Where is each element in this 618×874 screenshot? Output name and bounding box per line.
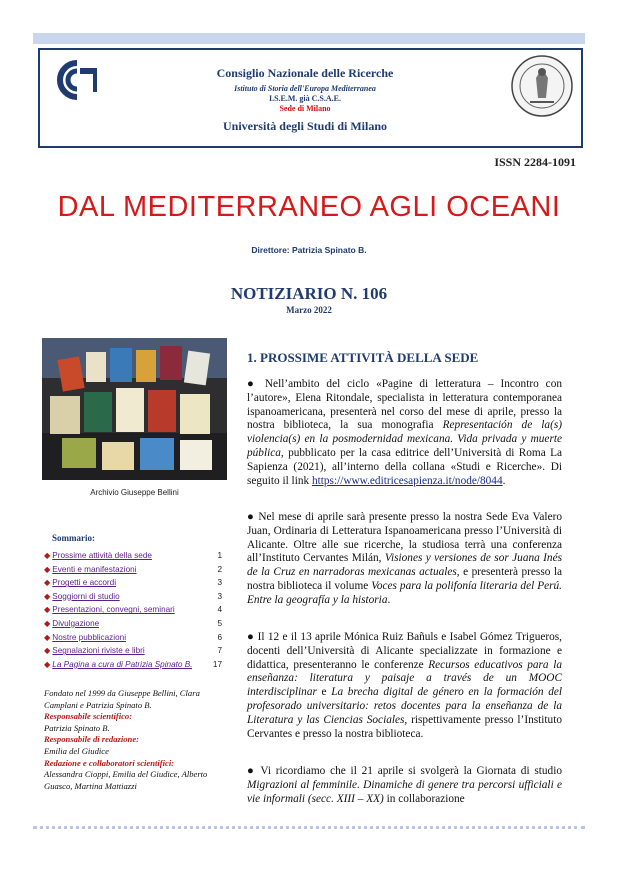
cnr-logo-icon: [50, 60, 104, 100]
toc-item-page: 1: [217, 551, 222, 560]
toc-item-label[interactable]: La Pagina a cura di Patrizia Spinato B.: [52, 659, 193, 669]
header-institute: Istituto di Storia dell'Europa Mediterranea: [234, 84, 376, 93]
bullet-icon: ◆: [44, 591, 51, 601]
credits-block: [44, 688, 224, 792]
university-seal-icon: [510, 54, 574, 118]
issue-date: Marzo 2022: [286, 305, 332, 315]
toc-item-label[interactable]: Soggiorni di studio: [52, 591, 120, 601]
toc-item[interactable]: [44, 563, 222, 577]
bullet-icon: ◆: [44, 564, 51, 574]
section-heading: 1. PROSSIME ATTIVITÀ DELLA SEDE: [247, 350, 479, 365]
toc-item[interactable]: [44, 576, 222, 590]
toc-item-label[interactable]: Nostre pubblicazioni: [52, 632, 127, 642]
toc-item-label[interactable]: Progetti e accordi: [52, 578, 117, 588]
newsletter-title: DAL MEDITERRANEO AGLI OCEANI: [57, 191, 561, 223]
collab-names: Alessandra Cioppi, Emilia del Giudice, Alberto Guasco, Martina Mattiazzi: [44, 769, 208, 791]
toc-item[interactable]: [44, 603, 222, 617]
collab-label: Redazione e collaboratori scientifici:: [44, 757, 175, 768]
bullet-icon: ◆: [44, 618, 51, 628]
bullet-icon: ◆: [44, 605, 51, 615]
toc-item-label[interactable]: Segnalazioni riviste e libri: [52, 646, 145, 656]
header-seat: Sede di Milano: [279, 104, 331, 113]
bullet-icon: ◆: [44, 632, 51, 642]
toc-item[interactable]: [44, 590, 222, 604]
toc-item[interactable]: [44, 644, 222, 658]
paragraph-valero: ● Nel mese di aprile sarà presente presso la nostra Sede Eva Valero Juan, Ordinaria di Letteratura Ispanoamericana presso l’Università di Alicante. Oltre alle sue ricerche, la studiosa terrà una conferenza all’Instituto Cervantes Milán, Visiones y versiones de sor Juana Inés de la Cruz en narradoras mexicanas actuales, e presenterà presso la nostra biblioteca il volume Voces para la polifonía literaria del Perú. Entre la geografía y la historia.: [247, 511, 562, 606]
toc-item-page: 3: [217, 578, 222, 588]
top-band: [33, 33, 585, 44]
toc-item-page: 2: [217, 564, 222, 574]
toc-item-page: 5: [217, 618, 222, 628]
founded-text: Fondato nel 1999 da Giuseppe Bellini, Clara Camplani e Patrizia Spinato B.: [44, 688, 200, 710]
toc-item-label[interactable]: Eventi e manifestazioni: [52, 564, 137, 574]
toc-item[interactable]: [44, 617, 222, 631]
sci-label: Responsabile scientifico:: [44, 711, 133, 722]
toc-item-label[interactable]: Divulgazione: [52, 618, 100, 628]
table-of-contents: [44, 549, 222, 671]
bullet-icon: ◆: [44, 659, 51, 669]
issn-label: ISSN 2284-1091: [494, 155, 576, 169]
paragraph-ritondale: ● Nell’ambito del ciclo «Pagine di letteratura – Incontro con l’autore», Elena Ritondale, specialista in letteratura contemporanea ispanoamericana, presenterà nel corso del mese di aprile, presso la nostra biblioteca, la sua monografia Representación de la(s) violencia(s) en la posmodernidad mexicana. Vida privada y muerte pública, pubblicato per la casa editrice dell’Università di Roma La Sapienza (2021), all’interno della collana «Studi e Ricerche». Di seguito il link https://www.editricesapienza.it/node/8044.: [247, 378, 562, 487]
paragraph-alicante: ● Il 12 e il 13 aprile Mónica Ruiz Bañuls e Isabel Gómez Trigueros, docenti dell’Università di Alicante specializzate in formazione e didattica, presenteranno le conferenze Recursos educativos para la enseñanza: literatura y paisaje a través de un MOOC interdisciplinar e La brecha digital de género en la formación del profesorado universitario: retos docentes para la enseñanza de la Literatura y las Ciencias Sociales, rispettivamente presso l’Instituto Cervantes e presso la nostra biblioteca.: [247, 631, 563, 740]
issue-number: NOTIZIARIO N. 106: [230, 284, 388, 303]
toc-item[interactable]: [44, 658, 222, 672]
toc-item-page: 6: [217, 632, 222, 642]
toc-item-page: 7: [217, 646, 222, 656]
director-line: Direttore: Patrizia Spinato B.: [251, 245, 367, 255]
photo-caption: Archivio Giuseppe Bellini: [90, 488, 179, 497]
archive-photo: [42, 338, 227, 480]
header-university: Università degli Studi di Milano: [222, 119, 388, 133]
toc-title: Sommario:: [52, 533, 95, 543]
toc-item-page: 17: [212, 659, 222, 669]
header-org: Consiglio Nazionale delle Ricerche: [216, 66, 394, 80]
sci-name: Patrizia Spinato B.: [44, 722, 110, 733]
dotted-divider: [33, 826, 585, 829]
red-name: Emilia del Giudice: [44, 745, 109, 756]
editrice-link[interactable]: https://www.editricesapienza.it/node/8044: [311, 474, 503, 487]
toc-item-label[interactable]: Prossime attività della sede: [52, 551, 152, 560]
toc-item-page: 4: [217, 605, 222, 615]
toc-item-page: 3: [217, 591, 222, 601]
bullet-icon: ◆: [44, 578, 51, 588]
toc-item[interactable]: [44, 631, 222, 645]
red-label: Responsabile di redazione:: [44, 734, 140, 745]
header-isem: I.S.E.M. già C.S.A.E.: [268, 94, 341, 103]
bullet-icon: ◆: [44, 646, 51, 656]
toc-item[interactable]: [44, 549, 222, 563]
paragraph-giornata: ● Vi ricordiamo che il 21 aprile si svolgerà la Giornata di studio Migrazioni al femminile. Dinamiche di genere tra percorsi ufficiali e vie informali (secc. XIII – XX) in collaborazione: [247, 765, 562, 805]
bullet-icon: ◆: [44, 551, 51, 560]
toc-item-label[interactable]: Presentazioni, convegni, seminari: [52, 605, 175, 615]
